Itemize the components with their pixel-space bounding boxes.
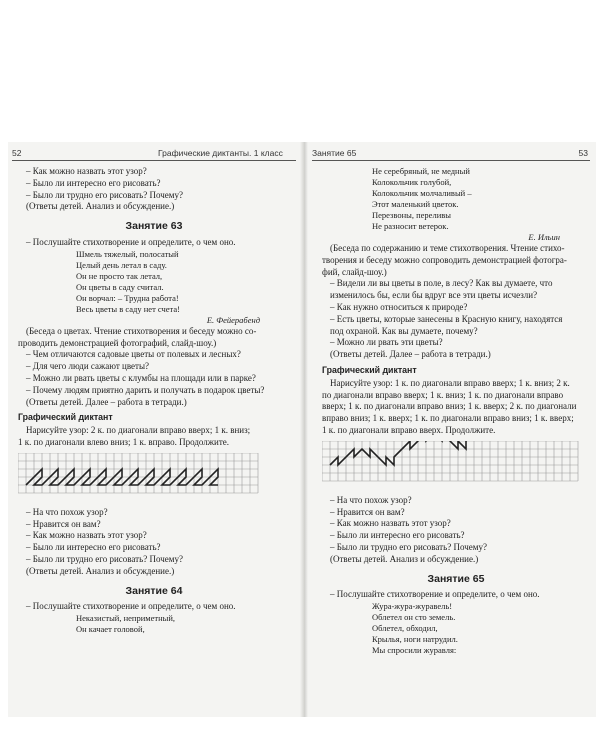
left-content	[18, 166, 290, 635]
text-line: – Было ли интересно его рисовать?	[330, 530, 465, 541]
poem-line: Шмель тяжелый, полосатый	[76, 248, 179, 259]
text-line: (Беседа по содержанию и теме стихотворения. Чтение стихо-	[330, 243, 565, 253]
right-running-head	[308, 148, 596, 160]
poem-line: Крылья, ноги натрудил.	[372, 634, 458, 645]
text-line: фий, слайд-шоу.)	[322, 266, 387, 277]
poem-line: Он не просто так летал,	[76, 270, 163, 281]
poem-line: Колокольчик молчаливый –	[372, 188, 472, 198]
text-line: (Ответы детей. Далее – работа в тетради.)	[26, 396, 187, 407]
left-header-rule	[12, 160, 296, 161]
poem-line: Жура-жура-журавель!	[372, 601, 453, 612]
text-line: – На что похож узор?	[26, 506, 108, 517]
text-line: Нарисуйте узор: 1 к. по диагонали вправо вверх; 1 к. вниз; 2 к.	[330, 377, 570, 388]
text-line: – Нравится он вам?	[26, 518, 101, 529]
text-line: – Как нужно относиться к природе?	[330, 301, 468, 312]
text-line: (Ответы детей. Анализ и обсуждение.)	[26, 565, 175, 576]
poem-line: Не разносит ветерок.	[372, 221, 449, 231]
text-line: – Было ли интересно его рисовать?	[26, 177, 161, 188]
text-line: – Было ли интересно его рисовать?	[26, 542, 161, 553]
text-line: – Видели ли вы цветы в поле, в лесу? Как вы думаете, что	[330, 278, 553, 289]
text-line: – Можно ли рвать эти цветы?	[330, 337, 443, 348]
lesson-64-heading: Занятие 64	[125, 584, 183, 597]
text-line: 1 к. по диагонали вправо вверх. Продолжите.	[322, 424, 496, 435]
pattern-grid-left	[18, 453, 264, 501]
text-line: изменилось бы, если бы вдруг все эти цветы исчезли?	[330, 290, 538, 301]
right-page	[308, 142, 596, 717]
text-line: вправо вниз; 1 к. вверх; 1 к. по диагонали вправо вниз; 1 к. вверх;	[322, 413, 574, 424]
poem-line: Этот маленький цветок.	[372, 199, 459, 209]
lesson-63-intro: – Послушайте стихотворение и определите, о чем оно.	[26, 236, 236, 247]
text-line: по диагонали вправо вверх; 1 к. вниз; 1 к. по диагонали вправо	[322, 389, 564, 400]
lesson-65-intro: – Послушайте стихотворение и определите, о чем оно.	[330, 589, 540, 600]
lesson-63-heading: Занятие 63	[125, 220, 183, 233]
text-line: вверх; 1 к. по диагонали вправо вниз; 1 к. вверх; 2 к. по диагонали	[322, 401, 577, 412]
text-line: – Было ли трудно его рисовать? Почему?	[26, 553, 183, 564]
book-spread	[8, 142, 596, 717]
left-page	[8, 142, 300, 717]
poem-line: Перезвоны, переливы	[372, 210, 451, 220]
dictation-heading: Графический диктант	[322, 364, 417, 375]
poem-line: Он цветы в саду считал.	[76, 281, 164, 292]
text-line: (Беседа о цветах. Чтение стихотворения и беседу можно со-	[26, 325, 257, 336]
left-header-title: Графические диктанты. 1 класс	[158, 148, 283, 158]
poem-line: Колокольчик голубой,	[372, 177, 452, 187]
poem-line: Целый день летал в саду.	[76, 259, 167, 270]
right-header-title: Занятие 65	[312, 148, 357, 158]
text-line: – На что похож узор?	[330, 494, 412, 505]
text-line: – Было ли трудно его рисовать? Почему?	[330, 541, 487, 552]
pattern-grid-right	[322, 441, 584, 489]
poem-line: Не серебряный, не медный	[372, 166, 470, 176]
text-line: – Можно ли рвать цветы с клумбы на площади или в парке?	[26, 372, 256, 383]
text-line: под охраной. Как вы думаете, почему?	[330, 325, 478, 336]
text-line: – Нравится он вам?	[330, 506, 405, 517]
poem-line: Весь цветы в саду нет счета!	[76, 303, 180, 314]
right-header-rule	[312, 160, 590, 161]
text-line: (Ответы детей. Анализ и обсуждение.)	[330, 553, 479, 564]
poem-author: Е. Ильин	[528, 232, 560, 242]
left-page-number: 52	[12, 148, 22, 158]
left-running-head	[8, 148, 300, 160]
poem-line: Облетел он сто земель.	[372, 612, 456, 623]
poem-author: Е. Фейерабенд	[206, 314, 260, 325]
text-line: – Как можно назвать этот узор?	[26, 530, 147, 541]
text-line: – Было ли трудно его рисовать? Почему?	[26, 189, 183, 200]
text-line: проводить демонстрацией фотографий, слайд-шоу.)	[18, 337, 217, 348]
text-line: Нарисуйте узор: 2 к. по диагонали вправо вверх; 1 к. вниз;	[26, 425, 251, 436]
right-page-number: 53	[578, 148, 588, 158]
dictation-heading: Графический диктант	[18, 412, 113, 423]
lesson-65-heading: Занятие 65	[427, 572, 485, 585]
text-line: – Чем отличаются садовые цветы от полевых и лесных?	[26, 349, 241, 360]
text-line: – Для чего люди сажают цветы?	[26, 361, 149, 372]
text-line: – Как можно назвать этот узор?	[26, 166, 147, 176]
text-line: (Ответы детей. Анализ и обсуждение.)	[26, 201, 175, 212]
text-line: творения и беседу можно сопроводить демонстрацией фотогра-	[322, 254, 567, 265]
book-gutter	[300, 142, 308, 717]
poem-line: Он качает головой,	[76, 624, 145, 635]
text-line: 1 к. по диагонали влево вниз; 1 к. вправо. Продолжите.	[18, 436, 230, 447]
poem-line: Неказистый, неприметный,	[76, 613, 176, 624]
text-line: (Ответы детей. Далее – работа в тетради.)	[330, 349, 491, 360]
text-line: – Почему людям приятно дарить и получать в подарок цветы?	[26, 384, 265, 395]
lesson-64-intro: – Послушайте стихотворение и определите, о чем оно.	[26, 601, 236, 612]
text-line: – Как можно назвать этот узор?	[330, 518, 451, 529]
right-content	[322, 166, 590, 656]
text-line: – Есть цветы, которые занесены в Красную книгу, находятся	[330, 313, 563, 324]
poem-line: Облетел, обходил,	[372, 623, 438, 634]
poem-line: Он ворчал: – Трудна работа!	[76, 292, 179, 303]
poem-line: Мы спросили журавля:	[372, 645, 457, 656]
